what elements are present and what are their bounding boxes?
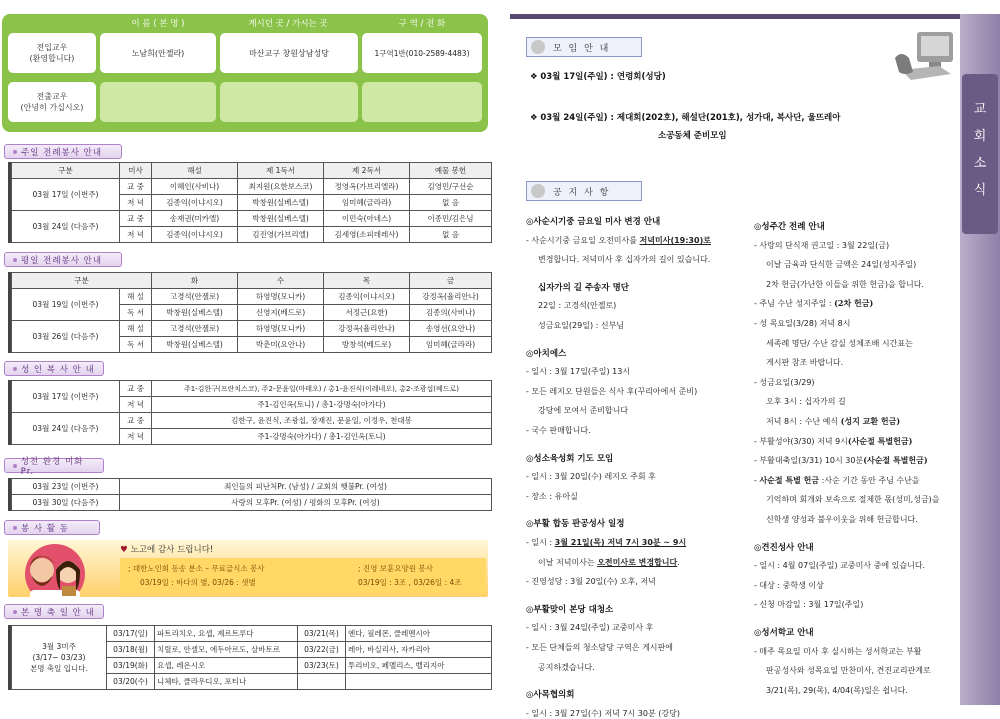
notice-text — [526, 537, 686, 548]
table-cell: 최지원(요한보스코) — [238, 179, 324, 195]
notice-heading — [754, 541, 814, 553]
role-cell: 해 설 — [120, 289, 152, 305]
notice-text — [754, 240, 889, 251]
emphasis-text: (사순절 특별헌금) — [863, 455, 928, 466]
left-page — [0, 0, 490, 705]
table-header-row — [12, 163, 492, 179]
table-cell: 없 음 — [410, 195, 492, 211]
col-header: 예물 봉헌 — [410, 163, 492, 179]
text-part: 판공성사와 성목요일 만찬미사, 견진교리관계로 — [766, 666, 931, 676]
text-part: 이날 금육과 단식한 금액은 24일(성지주일) — [766, 260, 917, 270]
text-part: 공지하겠습니다. — [538, 662, 595, 672]
registration-panel — [2, 14, 488, 132]
meeting-title-text: 모 임 안 내 — [553, 43, 611, 54]
mass-cell: 교 중 — [120, 179, 152, 195]
date-cell: 03월 23일 (이번주) — [12, 479, 120, 495]
date-cell: 03/19(화) — [107, 658, 155, 674]
table-cell: 고경석(안젤로) — [152, 289, 238, 305]
date-cell: 03월 19일 (이번주) — [12, 289, 120, 321]
table-cell: 김영민/구선순 — [410, 179, 492, 195]
col-header: 목 — [324, 273, 410, 289]
meeting-text: 소공동체 준비모임 — [658, 131, 727, 141]
text-part: 세족례 명단/ 수난 감실 성체조배 시간표는 — [766, 338, 913, 348]
environment-title: 성전 환경 미화 Pr. — [4, 458, 104, 473]
bullet-icon: ❖ — [530, 72, 538, 82]
transfer-in-contact: 1구역1반(010-2589-4483) — [362, 33, 482, 73]
date-cell: 03/20(수) — [107, 674, 155, 690]
notice-text — [538, 320, 624, 331]
table-cell: 죄인들의 피난처Pr. (남성) / 교회의 햇불Pr. (여성) — [120, 479, 492, 495]
table-cell: 주1-김한구(프란치스코), 주2-문윤일(마태오) / 총1-윤진식(이레네오), 총2-조광섭(베드로) — [152, 381, 492, 397]
text-part: 게시판 참조 바랍니다. — [766, 358, 844, 368]
person-icon — [531, 40, 545, 54]
notice-text — [754, 377, 815, 388]
computer-icon — [895, 28, 957, 88]
text-part: 이날 저녁미사는 — [538, 557, 598, 567]
mass-cell: 교 중 — [120, 413, 152, 429]
table-cell: 이종민/김은님 — [410, 211, 492, 227]
table-cell: 김종의(사비나) — [410, 305, 492, 321]
tab-char: 식 — [973, 183, 987, 198]
header-place: 계시던 곳 / 가시는 곳 — [248, 19, 328, 29]
text-part: - 신청 마감일 : 3월 17일(주일) — [754, 600, 864, 610]
meeting-section-title — [526, 37, 642, 57]
mass-cell: 저 녁 — [120, 429, 152, 445]
table-cell: 방창석(베드로) — [324, 337, 410, 353]
text-part: - 사랑의 단식재 권고일 : 3월 22일(금) — [754, 240, 890, 250]
thanks-text: 노고에 감사 드립니다! — [130, 545, 214, 555]
meeting-line — [530, 70, 666, 82]
names-cell: 투리비오, 페멜리스, 벨리지아 — [346, 658, 492, 674]
notice-heading — [526, 215, 660, 227]
notice-text — [766, 259, 916, 270]
text-part: - 모든 레지오 단원들은 식사 후(꾸리아에서 준비) — [526, 386, 698, 396]
notice-text — [766, 396, 846, 407]
text-part: - 모든 단체들의 청소담당 구역은 게시판에 — [526, 643, 673, 652]
text-part: - 일시 : 4월 07일(주일) 교중미사 중에 있습니다. — [754, 561, 926, 571]
table-cell: 박창원(실베스텔) — [238, 211, 324, 227]
text-part: 2차 헌금(가난한 이들을 위한 헌금)을 합니다. — [766, 279, 924, 289]
header-contact: 구 역 / 전 화 — [398, 19, 446, 29]
names-cell: 요셉, 레온시오 — [155, 658, 298, 674]
table-row — [12, 289, 492, 305]
transfer-in-place: 마산교구 창원상남성당 — [220, 33, 358, 73]
environment-table — [8, 478, 488, 511]
names-cell: 레아, 바실리사, 자카리아 — [346, 642, 492, 658]
text-part: ◎부활맞이 본당 대청소 — [526, 604, 614, 615]
service-item1-title: ; 대한노인회 동송 분소 – 무료급식소 봉사 — [128, 564, 265, 573]
names-cell: 엔다, 필레몬, 클레멘시아 — [346, 626, 492, 642]
emphasis-text: (2차 헌금) — [834, 298, 874, 309]
text-part: ◎사목협의회 — [526, 690, 575, 701]
service-item2-detail: 03/19일 : 3조 , 03/26일 : 4조 — [358, 578, 462, 587]
col-header: 수 — [238, 273, 324, 289]
notice-text — [766, 665, 931, 676]
transfer-in-label: 전입교우 (환영합니다) — [8, 33, 96, 73]
text-part: 저녁 8시 : 수난 예식 — [766, 417, 841, 426]
notice-text — [754, 298, 873, 309]
sunday-liturgy-table — [8, 162, 488, 243]
text-part: - 성금요일(3/29) — [754, 377, 815, 387]
church-news-tab — [962, 74, 998, 234]
mass-cell: 저 녁 — [120, 397, 152, 413]
col-header: 구분 — [12, 163, 120, 179]
table-cell: 김세영(소피데레사) — [324, 227, 410, 243]
mass-cell: 교 중 — [120, 211, 152, 227]
feast-title: 본 명 축 일 안 내 — [4, 604, 104, 619]
notice-text — [766, 357, 843, 368]
table-row — [12, 321, 492, 337]
table-cell: 주1-강명숙(아가다) / 총1-김인옥(토니) — [152, 429, 492, 445]
table-cell: 고경석(안젤로) — [152, 321, 238, 337]
table-cell: 박창원(실베스텔) — [152, 305, 238, 321]
text-part: - 사순시기중 금요일 오전미사를 — [526, 235, 640, 245]
notice-text — [526, 235, 711, 246]
notice-text — [538, 662, 595, 673]
notice-text — [766, 685, 908, 696]
text-part: 성금요일(29일) : 신부님 — [538, 321, 625, 330]
table-cell: 임미혜(글라라) — [324, 195, 410, 211]
notice-text — [766, 514, 918, 525]
notice-text — [538, 254, 710, 265]
table-cell: 송재권(미카엘) — [152, 211, 238, 227]
service-thanks — [120, 543, 213, 555]
col-header: 구분 — [12, 273, 152, 289]
table-row — [12, 381, 492, 397]
notice-text — [538, 405, 628, 416]
notice-text — [526, 491, 578, 502]
table-cell: 정영옥(가브리엘라) — [324, 179, 410, 195]
notice-text — [526, 366, 630, 377]
date-cell: 03월 24일 (다음주) — [12, 211, 120, 243]
table-cell: 신영지(베드로) — [238, 305, 324, 321]
date-cell: 03월 26일 (다음주) — [12, 321, 120, 353]
header-name: 이 름 ( 본 명 ) — [131, 19, 185, 29]
notice-section-title — [526, 181, 642, 201]
text-part: - 국수 판매합니다. — [526, 426, 591, 435]
text-part: - 일시 : — [526, 538, 555, 547]
text-part: 십자가의 길 주송자 명단 — [538, 282, 629, 293]
underlined-text: 오전미사로 변경합니다 — [597, 557, 678, 567]
table-cell: 사랑의 모후Pr. (여성) / 평화의 모후Pr. (여성) — [120, 495, 492, 511]
notice-text — [754, 599, 863, 610]
table-cell: 하영명(모니카) — [238, 289, 324, 305]
table-row — [12, 626, 492, 642]
service-title: 봉 사 활 동 — [4, 520, 100, 535]
table-cell: 송영선(요안나) — [410, 321, 492, 337]
notice-text — [526, 642, 673, 653]
table-cell: 서정근(요한) — [324, 305, 410, 321]
notice-heading — [526, 517, 624, 529]
text-part: 신학생 양성과 불우이웃을 위해 헌금합니다. — [766, 515, 918, 524]
text-part: 기억하며 회개와 보속으로 절제한 몫(성미,성금)을 — [766, 495, 940, 505]
table-row — [12, 211, 492, 227]
text-part: 변경합니다. 저녁미사 후 십자가의 길이 있습니다. — [538, 255, 711, 265]
notice-text — [766, 279, 924, 290]
text-part: - 부활성야(3/30) 저녁 9시 — [754, 436, 848, 446]
table-cell: 박춘미(요안나) — [238, 337, 324, 353]
col-header: 해설 — [152, 163, 238, 179]
date-cell: 03/23(토) — [298, 658, 346, 674]
table-cell: 박창원(실베스텔) — [238, 195, 324, 211]
text-part: - 매주 목요일 미사 후 실시하는 성서학교는 부활 — [754, 646, 922, 656]
tab-char: 교 — [973, 102, 987, 117]
notice-text — [754, 436, 912, 447]
service-item1-detail: 03/19일 : 바다의 별, 03/26 : 샛별 — [140, 578, 256, 587]
text-part: 22일 : 고경석(안젤로) — [538, 301, 617, 311]
sunday-liturgy-title: 주일 전례봉사 안내 — [4, 144, 122, 159]
text-part: - 대상 : 중학생 이상 — [754, 580, 824, 590]
notice-text — [526, 622, 653, 633]
mass-cell: 교 중 — [120, 381, 152, 397]
text-part: - 장소 : 유아실 — [526, 491, 578, 501]
table-row — [12, 179, 492, 195]
notice-text — [754, 455, 928, 466]
text-part: ◎성주간 전례 안내 — [754, 222, 825, 232]
text-part: - — [754, 475, 760, 485]
date-cell: 03/21(목) — [298, 626, 346, 642]
text-part: - 일시 : 3월 27일(수) 저녁 7시 30분 (강당) — [526, 708, 680, 718]
table-row — [12, 495, 492, 511]
table-cell: 김종익(이냐시오) — [152, 195, 238, 211]
role-cell: 독 서 — [120, 305, 152, 321]
text-part: - 진영성당 : 3월 20일(수) 오후, 저녁 — [526, 577, 656, 587]
transfer-out-name — [100, 82, 216, 122]
role-cell: 독 서 — [120, 337, 152, 353]
notice-heading — [526, 347, 566, 359]
side-bar — [960, 14, 1000, 705]
notice-text — [754, 318, 850, 329]
transfer-out-contact — [362, 82, 482, 122]
table-row — [12, 413, 492, 429]
text-part: 3/21(목), 29(목), 4/04(목)일은 쉽니다. — [766, 685, 908, 695]
weekday-liturgy-title: 평일 전례봉사 안내 — [4, 252, 122, 267]
notice-heading — [526, 603, 613, 615]
names-cell: 니체타, 클라우디오, 포티나 — [155, 674, 298, 690]
date-cell — [298, 674, 346, 690]
notice-heading — [526, 688, 574, 700]
tab-char: 회 — [973, 129, 987, 144]
text-part: ◎성서학교 안내 — [754, 628, 814, 638]
notice-text — [526, 471, 656, 482]
notice-text — [766, 416, 900, 427]
notice-text — [526, 708, 680, 719]
meeting-text: 03월 24일(주일) : 제대회(202호), 해설단(201호), 성가대, 복사단, 울뜨레아 — [540, 113, 841, 123]
table-cell: 없 음 — [410, 227, 492, 243]
date-cell: 03월 24일 (다음주) — [12, 413, 120, 445]
tab-char: 소 — [973, 156, 987, 171]
table-cell: 강정옥(율리안나) — [410, 289, 492, 305]
table-cell: 주1-김인옥(토니) / 총1-강명숙(아가다) — [152, 397, 492, 413]
table-cell: 김진영(가브리엘) — [238, 227, 324, 243]
date-cell: 03월 30일 (다음주) — [12, 495, 120, 511]
service-band — [120, 558, 486, 594]
text-part: ◎부활 합동 판공성사 일정 — [526, 519, 625, 530]
text-part: ◎견진성사 안내 — [754, 542, 814, 553]
table-row — [12, 479, 492, 495]
notice-heading — [538, 281, 629, 293]
meeting-text: 03월 17일(주일) : 연령회(성당) — [540, 72, 666, 82]
notice-text — [754, 475, 920, 486]
date-cell: 03/17(일) — [107, 626, 155, 642]
notice-heading — [754, 220, 825, 232]
emphasis-text: 사순절 특별 헌금 — [759, 474, 820, 485]
notice-text — [538, 557, 680, 568]
emphasis-text: (성지 교환 헌금) — [840, 416, 901, 426]
heart-icon: ♥ — [120, 545, 128, 555]
col-header: 미사 — [120, 163, 152, 179]
altar-server-title: 성 인 복 사 안 내 — [4, 361, 104, 376]
text-part: - 부활대축일(3/31) 10시 30분 — [754, 456, 864, 466]
table-header-row — [12, 273, 492, 289]
notice-heading — [754, 626, 814, 638]
col-header: 제 2독서 — [324, 163, 410, 179]
top-bar — [510, 14, 960, 19]
notice-text — [526, 576, 656, 587]
text-part: ◎아치에스 — [526, 348, 567, 359]
text-part: - 주님 수난 성지주일 : — [754, 299, 835, 309]
table-cell: 강정옥(율리안나) — [324, 321, 410, 337]
names-cell: 치릴로, 안셀모, 에두아르도, 살바토르 — [155, 642, 298, 658]
text-part: 오후 3시 : 십자가의 길 — [766, 397, 846, 407]
bullet-icon: ❖ — [530, 113, 538, 123]
date-cell: 03월 17일 (이번주) — [12, 179, 120, 211]
text-part: :사순 기간 동안 주님 수난을 — [819, 475, 920, 485]
text-part: ◎사순시기중 금요일 미사 변경 안내 — [526, 217, 661, 227]
notice-text — [766, 494, 940, 505]
mass-cell: 저 녁 — [120, 195, 152, 211]
notice-text — [754, 560, 925, 571]
table-cell: 임미혜(글라라) — [410, 337, 492, 353]
service-item2-title: ; 진영 보훈요양원 봉사 — [358, 564, 433, 573]
table-cell: 이혜인(사비나) — [152, 179, 238, 195]
meeting-line — [530, 111, 840, 123]
table-cell: 김종익(이냐시오) — [152, 227, 238, 243]
table-cell: 박창원(실베스텔) — [152, 337, 238, 353]
notice-text — [754, 580, 824, 591]
underlined-text: 저녁미사(19:30)로 — [639, 235, 711, 245]
text-part: - 성 목요일(3/28) 저녁 8시 — [754, 319, 851, 328]
table-cell: 김종익(이냐시오) — [324, 289, 410, 305]
col-header: 제 1독서 — [238, 163, 324, 179]
names-cell — [346, 674, 492, 690]
role-cell: 해 설 — [120, 321, 152, 337]
notice-text — [754, 646, 922, 657]
transfer-out-place — [220, 82, 358, 122]
underlined-text: 3월 21일(목) 저녁 7시 30분 ~ 9시 — [554, 538, 687, 547]
notice-heading — [526, 452, 613, 464]
text-part: - 일시 : 3월 17일(주일) 13시 — [526, 367, 631, 377]
text-part: - 일시 : 3월 20일(수) 레지오 주회 후 — [526, 472, 656, 482]
right-page — [510, 0, 1000, 718]
text-part: 강당에 모여서 준비합니다 — [538, 406, 629, 416]
col-header: 화 — [152, 273, 238, 289]
text-part: . — [677, 557, 680, 567]
date-cell: 03/18(월) — [107, 642, 155, 658]
table-cell: 이민숙(아네스) — [324, 211, 410, 227]
meeting-line — [658, 129, 727, 141]
notice-text — [526, 386, 697, 397]
transfer-out-label: 전출교우 (안녕히 가십시오) — [8, 82, 96, 122]
text-part: ◎성소육성회 기도 모임 — [526, 453, 614, 464]
table-cell: 하영명(모니카) — [238, 321, 324, 337]
volunteers-illustration — [10, 542, 100, 606]
notice-text — [526, 425, 591, 436]
date-cell: 03월 17일 (이번주) — [12, 381, 120, 413]
notice-title-text: 공 지 사 항 — [553, 187, 611, 198]
week-label: 3월 3미주 (3/17~ 03/23) 본명 축일 입니다. — [12, 626, 107, 690]
person-icon — [531, 184, 545, 198]
text-part: - 일시 : 3월 24일(주일) 교중미사 후 — [526, 623, 654, 633]
feast-table — [8, 625, 488, 690]
weekday-liturgy-table — [8, 272, 488, 353]
emphasis-text: (사순절 특별헌금) — [847, 435, 913, 446]
col-header: 금 — [410, 273, 492, 289]
date-cell: 03/22(금) — [298, 642, 346, 658]
altar-server-table — [8, 380, 488, 445]
table-cell: 김한구, 윤진식, 조광섭, 장재진, 문윤일, 이정우, 천대봉 — [152, 413, 492, 429]
transfer-in-name: 노남희(안젤라) — [100, 33, 216, 73]
notice-text — [766, 338, 913, 349]
mass-cell: 저 녁 — [120, 227, 152, 243]
notice-text — [538, 300, 616, 311]
names-cell: 파트리치오, 요셉, 제르트루다 — [155, 626, 298, 642]
